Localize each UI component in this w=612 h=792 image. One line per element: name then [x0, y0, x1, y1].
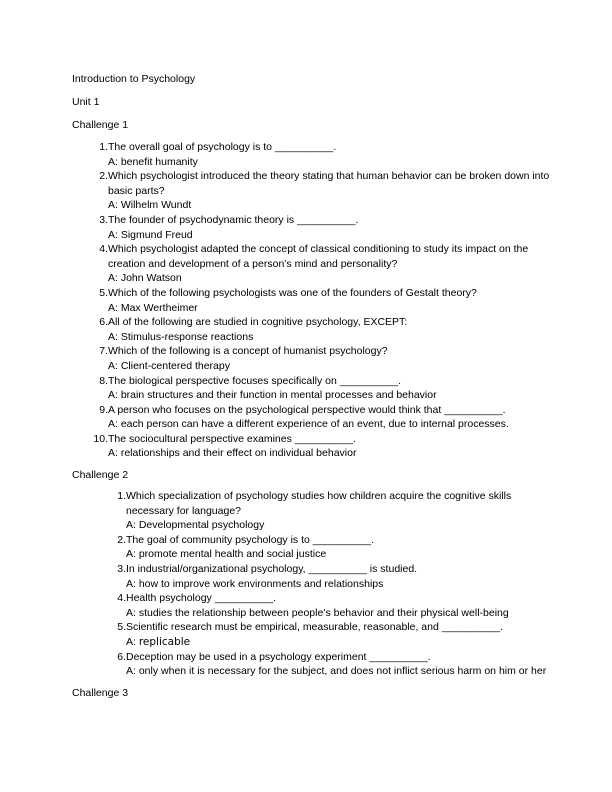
item-number: 9.: [99, 403, 108, 416]
answer-text: A: Developmental psychology: [126, 519, 265, 532]
answer-text: A: Sigmund Freud: [108, 228, 193, 241]
item-number: 6.: [117, 650, 126, 663]
question-text: The overall goal of psychology is to __________.: [108, 141, 337, 153]
list-item: [84, 403, 554, 432]
challenge-2-list: [102, 489, 552, 679]
item-number: 1.: [117, 490, 126, 502]
question-text: Which of the following psychologists was one of the founders of Gestalt theory?: [108, 286, 477, 299]
list-item: [102, 562, 552, 591]
question-text: The sociocultural perspective examines __________.: [108, 432, 357, 445]
answer-text: A: Max Wertheimer: [108, 301, 198, 314]
answer-text: A: Client-centered therapy: [108, 359, 230, 372]
item-number: 8.: [99, 374, 108, 387]
answer-prefix: A:: [126, 635, 139, 648]
list-item: [84, 315, 554, 344]
question-text: Scientific research must be empirical, measurable, reasonable, and __________.: [126, 621, 504, 634]
document-title: Introduction to Psychology: [72, 73, 196, 85]
answer-text: A: brain structures and their function in mental processes and behavior: [108, 389, 437, 402]
list-item: [102, 591, 552, 620]
list-item: [102, 650, 552, 679]
answer-text: A: promote mental health and social justice: [126, 548, 327, 561]
list-item: [84, 374, 554, 403]
item-number: 1.: [99, 141, 108, 153]
item-number: 4.: [117, 592, 126, 605]
answer-text: A: studies the relationship between people’s behavior and their physical well-being: [126, 606, 509, 619]
answer-text: A: John Watson: [108, 272, 182, 285]
list-item: [102, 620, 552, 649]
item-number: 3.: [117, 562, 126, 575]
challenge-2-heading: Challenge 2: [72, 469, 129, 481]
question-text: The founder of psychodynamic theory is __________.: [108, 213, 359, 226]
item-number: 7.: [99, 345, 108, 358]
answer-text: A: Stimulus-response reactions: [108, 330, 254, 343]
item-number: 2.: [99, 170, 108, 183]
item-number: 10.: [93, 432, 108, 445]
list-item: [84, 432, 554, 461]
list-item: [84, 213, 554, 242]
list-item: [84, 344, 554, 373]
item-number: 3.: [99, 213, 108, 226]
question-text: Which of the following is a concept of humanist psychology?: [108, 345, 388, 358]
question-text: A person who focuses on the psychological perspective would think that __________.: [108, 403, 506, 416]
answer-value: replicable: [138, 635, 191, 648]
challenge-1-list: [84, 140, 554, 461]
question-text: Deception may be used in a psychology experiment __________.: [126, 650, 431, 663]
answer-text: A: each person can have a different experience of an event, due to internal processes.: [108, 418, 509, 431]
list-item: [102, 533, 552, 562]
question-text: In industrial/organizational psychology, __________ is studied.: [126, 562, 418, 575]
list-item: [102, 489, 552, 533]
answer-text: A: Wilhelm Wundt: [108, 199, 192, 212]
item-number: 4.: [99, 243, 108, 256]
question-text: Which specialization of psychology studies how children acquire the cognitive skills necessary for language?: [126, 490, 512, 517]
question-text: Which psychologist introduced the theory stating that human behavior can be broken down into basic parts?: [108, 170, 550, 197]
item-number: 5.: [99, 286, 108, 299]
list-item: [84, 286, 554, 315]
list-item: [84, 169, 554, 213]
unit-heading: Unit 1: [72, 96, 100, 108]
answer-text: A: benefit humanity: [108, 155, 198, 168]
answer-text: A: only when it is necessary for the subject, and does not inflict serious harm on him or her: [126, 665, 547, 678]
list-item: [84, 242, 554, 286]
challenge-3-heading: Challenge 3: [72, 687, 129, 699]
question-text: The goal of community psychology is to __________.: [126, 533, 375, 546]
item-number: 2.: [117, 533, 126, 546]
item-number: 5.: [117, 621, 126, 634]
question-text: The biological perspective focuses specifically on __________.: [108, 374, 402, 387]
question-text: Health psychology __________.: [126, 592, 277, 605]
list-item: [84, 140, 554, 169]
answer-text: [126, 635, 552, 650]
item-number: 6.: [99, 316, 108, 329]
question-text: Which psychologist adapted the concept of classical conditioning to study its impact on the creation and development of a person’s mind and personality?: [108, 243, 529, 270]
challenge-1-heading: Challenge 1: [72, 119, 129, 131]
question-text: All of the following are studied in cognitive psychology, EXCEPT:: [108, 316, 408, 329]
answer-text: A: how to improve work environments and relationships: [126, 577, 384, 590]
answer-text: A: relationships and their effect on individual behavior: [108, 447, 357, 460]
